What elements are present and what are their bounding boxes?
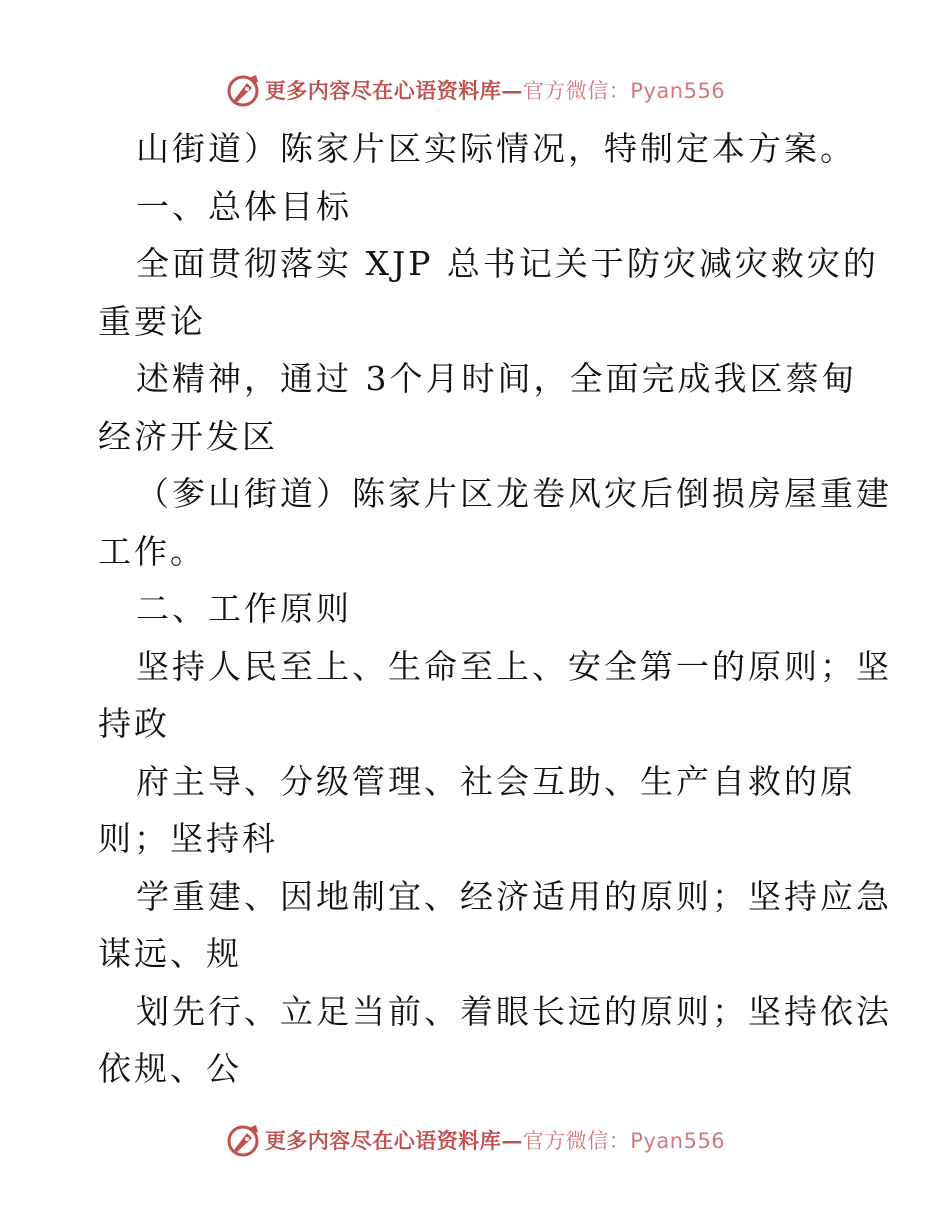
watermark-dash: —: [501, 78, 523, 103]
watermark-text: 更多内容尽在心语资料库: [264, 78, 502, 103]
body-text-line: 二、工作原则: [136, 589, 352, 628]
watermark-wechat: 官方微信：Pyan556: [522, 1129, 726, 1153]
watermark-dash: —: [501, 1128, 523, 1153]
body-text-line: 依规、公: [98, 1049, 242, 1088]
document-body: [98, 120, 892, 1098]
footer-watermark: [0, 1120, 950, 1160]
body-text-line: 山街道）陈家片区实际情况，特制定本方案。: [136, 129, 856, 168]
body-text-line: 一、总体目标: [136, 186, 352, 226]
watermark-text: 更多内容尽在心语资料库: [264, 1128, 502, 1153]
pen-nib-logo-icon: [225, 72, 261, 108]
body-text-line: 经济开发区: [98, 416, 278, 456]
body-text-line: 述精神，通过 3个月时间，全面完成我区蔡甸: [136, 359, 858, 398]
pen-nib-logo-icon: [225, 1122, 261, 1158]
body-text-line: 坚持人民至上、生命至上、安全第一的原则；坚: [136, 646, 892, 686]
header-watermark: [0, 70, 950, 110]
body-text-line: 工作。: [98, 531, 206, 571]
watermark-wechat: 官方微信：Pyan556: [522, 79, 726, 103]
body-text-line: 学重建、因地制宜、经济适用的原则；坚持应急: [136, 876, 892, 916]
body-text-line: 谋远、规: [98, 934, 242, 973]
body-text-line: 则；坚持科: [98, 819, 278, 858]
body-text-line: 全面贯彻落实 XJP 总书记关于防灾减灾救灾的: [136, 244, 879, 283]
body-text-line: 重要论: [98, 301, 206, 341]
body-text-line: 府主导、分级管理、社会互助、生产自救的原: [136, 761, 856, 801]
body-text-line: 持政: [98, 704, 170, 743]
body-text-line: （奓山街道）陈家片区龙卷风灾后倒损房屋重建: [136, 474, 892, 513]
body-text-line: 划先行、立足当前、着眼长远的原则；坚持依法: [136, 991, 892, 1031]
